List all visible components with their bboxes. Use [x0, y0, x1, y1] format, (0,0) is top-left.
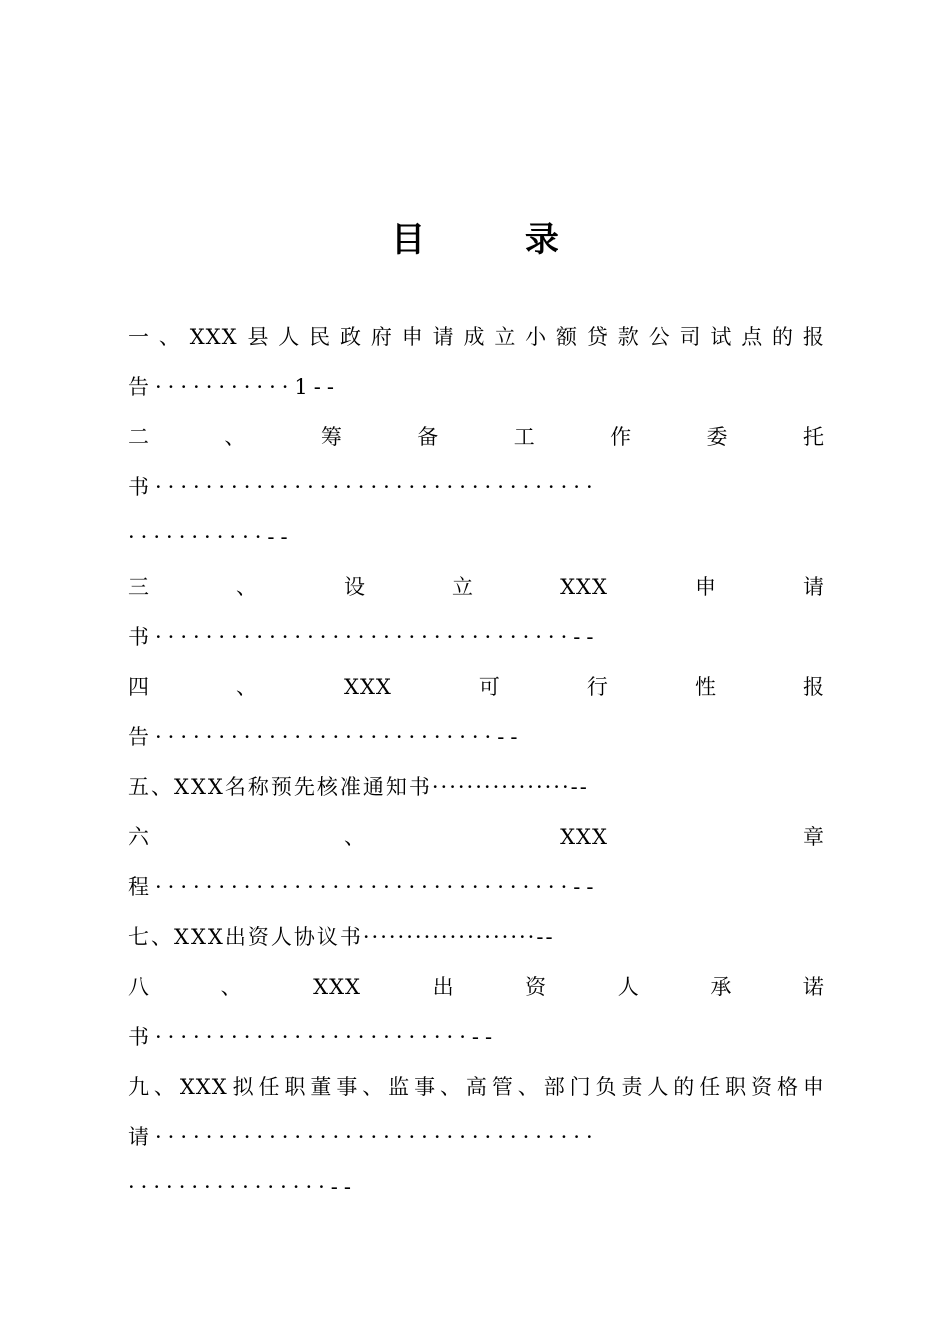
- toc-entry-2-line-3: ···········--: [128, 525, 294, 549]
- toc-text-token: 申: [401, 325, 423, 349]
- toc-text-token: 试: [710, 325, 732, 349]
- toc-text-token: 款: [617, 325, 639, 349]
- toc-text-token: 立: [452, 575, 474, 599]
- toc-text-token: 章: [803, 825, 824, 849]
- toc-entry-9-line-3: ················--: [128, 1175, 357, 1199]
- toc-text-token: 立: [494, 325, 516, 349]
- toc-text-token: 贷: [586, 325, 608, 349]
- toc-entry-9-line-2: 请···································: [128, 1125, 599, 1149]
- toc-text-token: XXX: [313, 975, 362, 999]
- toc-text-token: XXX: [560, 825, 608, 849]
- toc-text-token: 县: [247, 325, 269, 349]
- toc-text-token: 、: [344, 825, 366, 849]
- toc-text-token: 设: [344, 575, 366, 599]
- toc-text-token: 三: [128, 575, 149, 599]
- toc-entry-5-line-1: 五、XXX名称预先核准通知书················--: [128, 775, 589, 799]
- toc-text-token: 资: [751, 1075, 773, 1099]
- toc-text-token: 备: [417, 425, 439, 449]
- toc-text-token: 部: [543, 1075, 565, 1099]
- toc-text-token: 、: [236, 575, 258, 599]
- toc-text-token: 行: [586, 675, 608, 699]
- toc-text-token: 请: [802, 575, 824, 599]
- toc-text-token: 承: [710, 975, 732, 999]
- toc-text-token: XXX: [179, 1075, 228, 1099]
- toc-text-token: 四: [128, 675, 149, 699]
- toc-text-token: 工: [513, 425, 535, 449]
- toc-text-token: 拟: [232, 1075, 254, 1099]
- toc-text-token: 、: [362, 1075, 384, 1099]
- toc-text-token: 报: [802, 325, 824, 349]
- toc-entry-1-line-1: [128, 320, 824, 354]
- toc-text-token: 监: [388, 1075, 410, 1099]
- toc-entry-2-line-1: [128, 420, 824, 454]
- toc-text-token: 诺: [802, 975, 824, 999]
- toc-text-token: 性: [694, 675, 716, 699]
- toc-text-token: 人: [278, 325, 300, 349]
- toc-text-token: 责: [621, 1075, 643, 1099]
- toc-text-token: 、: [158, 325, 180, 349]
- toc-text-token: 公: [648, 325, 670, 349]
- toc-text-token: 任: [699, 1075, 721, 1099]
- page-title: 目 录: [391, 220, 603, 260]
- toc-text-token: 人: [617, 975, 639, 999]
- toc-text-token: 作: [610, 425, 632, 449]
- toc-text-token: 申: [802, 1075, 824, 1099]
- toc-text-token: 筹: [320, 425, 342, 449]
- toc-text-token: 格: [776, 1075, 798, 1099]
- toc-text-token: 高: [465, 1075, 487, 1099]
- toc-entry-3-line-1: [128, 570, 824, 604]
- toc-entry-7-line-1: 七、XXX出资人协议书····················--: [128, 925, 555, 949]
- toc-text-token: 二: [128, 425, 149, 449]
- toc-text-token: 、: [517, 1075, 539, 1099]
- toc-entry-8-line-1: [128, 970, 824, 1004]
- toc-text-token: 政: [340, 325, 362, 349]
- toc-entry-3-line-2: 书·································--: [128, 625, 600, 649]
- toc-text-token: 成: [463, 325, 485, 349]
- toc-text-token: 、: [153, 1075, 175, 1099]
- toc-text-token: XXX: [344, 675, 392, 699]
- toc-text-token: 职: [284, 1075, 306, 1099]
- toc-text-token: 六: [128, 825, 149, 849]
- toc-text-token: 的: [772, 325, 794, 349]
- toc-text-token: 司: [679, 325, 701, 349]
- toc-entry-8-line-2: 书·························--: [128, 1025, 499, 1049]
- toc-text-token: 董: [310, 1075, 332, 1099]
- toc-text-token: 可: [478, 675, 500, 699]
- toc-text-token: 、: [224, 425, 246, 449]
- toc-text-token: 一: [128, 325, 149, 349]
- toc-text-token: 事: [414, 1075, 436, 1099]
- toc-text-token: 事: [336, 1075, 358, 1099]
- toc-entry-1-line-2: 告···········1--: [128, 375, 340, 399]
- toc-text-token: 职: [725, 1075, 747, 1099]
- toc-text-token: 的: [673, 1075, 695, 1099]
- toc-text-token: 小: [525, 325, 547, 349]
- toc-text-token: 资: [525, 975, 547, 999]
- toc-text-token: 府: [370, 325, 392, 349]
- toc-entry-4-line-1: [128, 670, 824, 704]
- toc-entry-9-line-1: [128, 1070, 824, 1104]
- toc-text-token: 九: [128, 1075, 149, 1099]
- toc-text-token: 托: [802, 425, 824, 449]
- toc-text-token: 额: [556, 325, 578, 349]
- toc-text-token: XXX: [560, 575, 608, 599]
- toc-entry-6-line-2: 程·································--: [128, 875, 600, 899]
- toc-text-token: 负: [595, 1075, 617, 1099]
- toc-text-token: 出: [432, 975, 454, 999]
- toc-text-token: 委: [706, 425, 728, 449]
- toc-text-token: 申: [694, 575, 716, 599]
- toc-text-token: 管: [491, 1075, 513, 1099]
- toc-text-token: 门: [569, 1075, 591, 1099]
- toc-text-token: 、: [236, 675, 258, 699]
- toc-text-token: 人: [647, 1075, 669, 1099]
- toc-text-token: 、: [440, 1075, 461, 1099]
- toc-text-token: 请: [432, 325, 454, 349]
- toc-text-token: 、: [220, 975, 242, 999]
- toc-text-token: 八: [128, 975, 149, 999]
- toc-entry-6-line-1: [128, 820, 824, 854]
- toc-text-token: 点: [741, 325, 763, 349]
- toc-text-token: 任: [258, 1075, 280, 1099]
- toc-text-token: 民: [309, 325, 331, 349]
- toc-text-token: XXX: [189, 325, 238, 349]
- toc-text-token: 报: [802, 675, 824, 699]
- toc-entry-4-line-2: 告···························--: [128, 725, 524, 749]
- toc-entry-2-line-2: 书···································: [128, 475, 599, 499]
